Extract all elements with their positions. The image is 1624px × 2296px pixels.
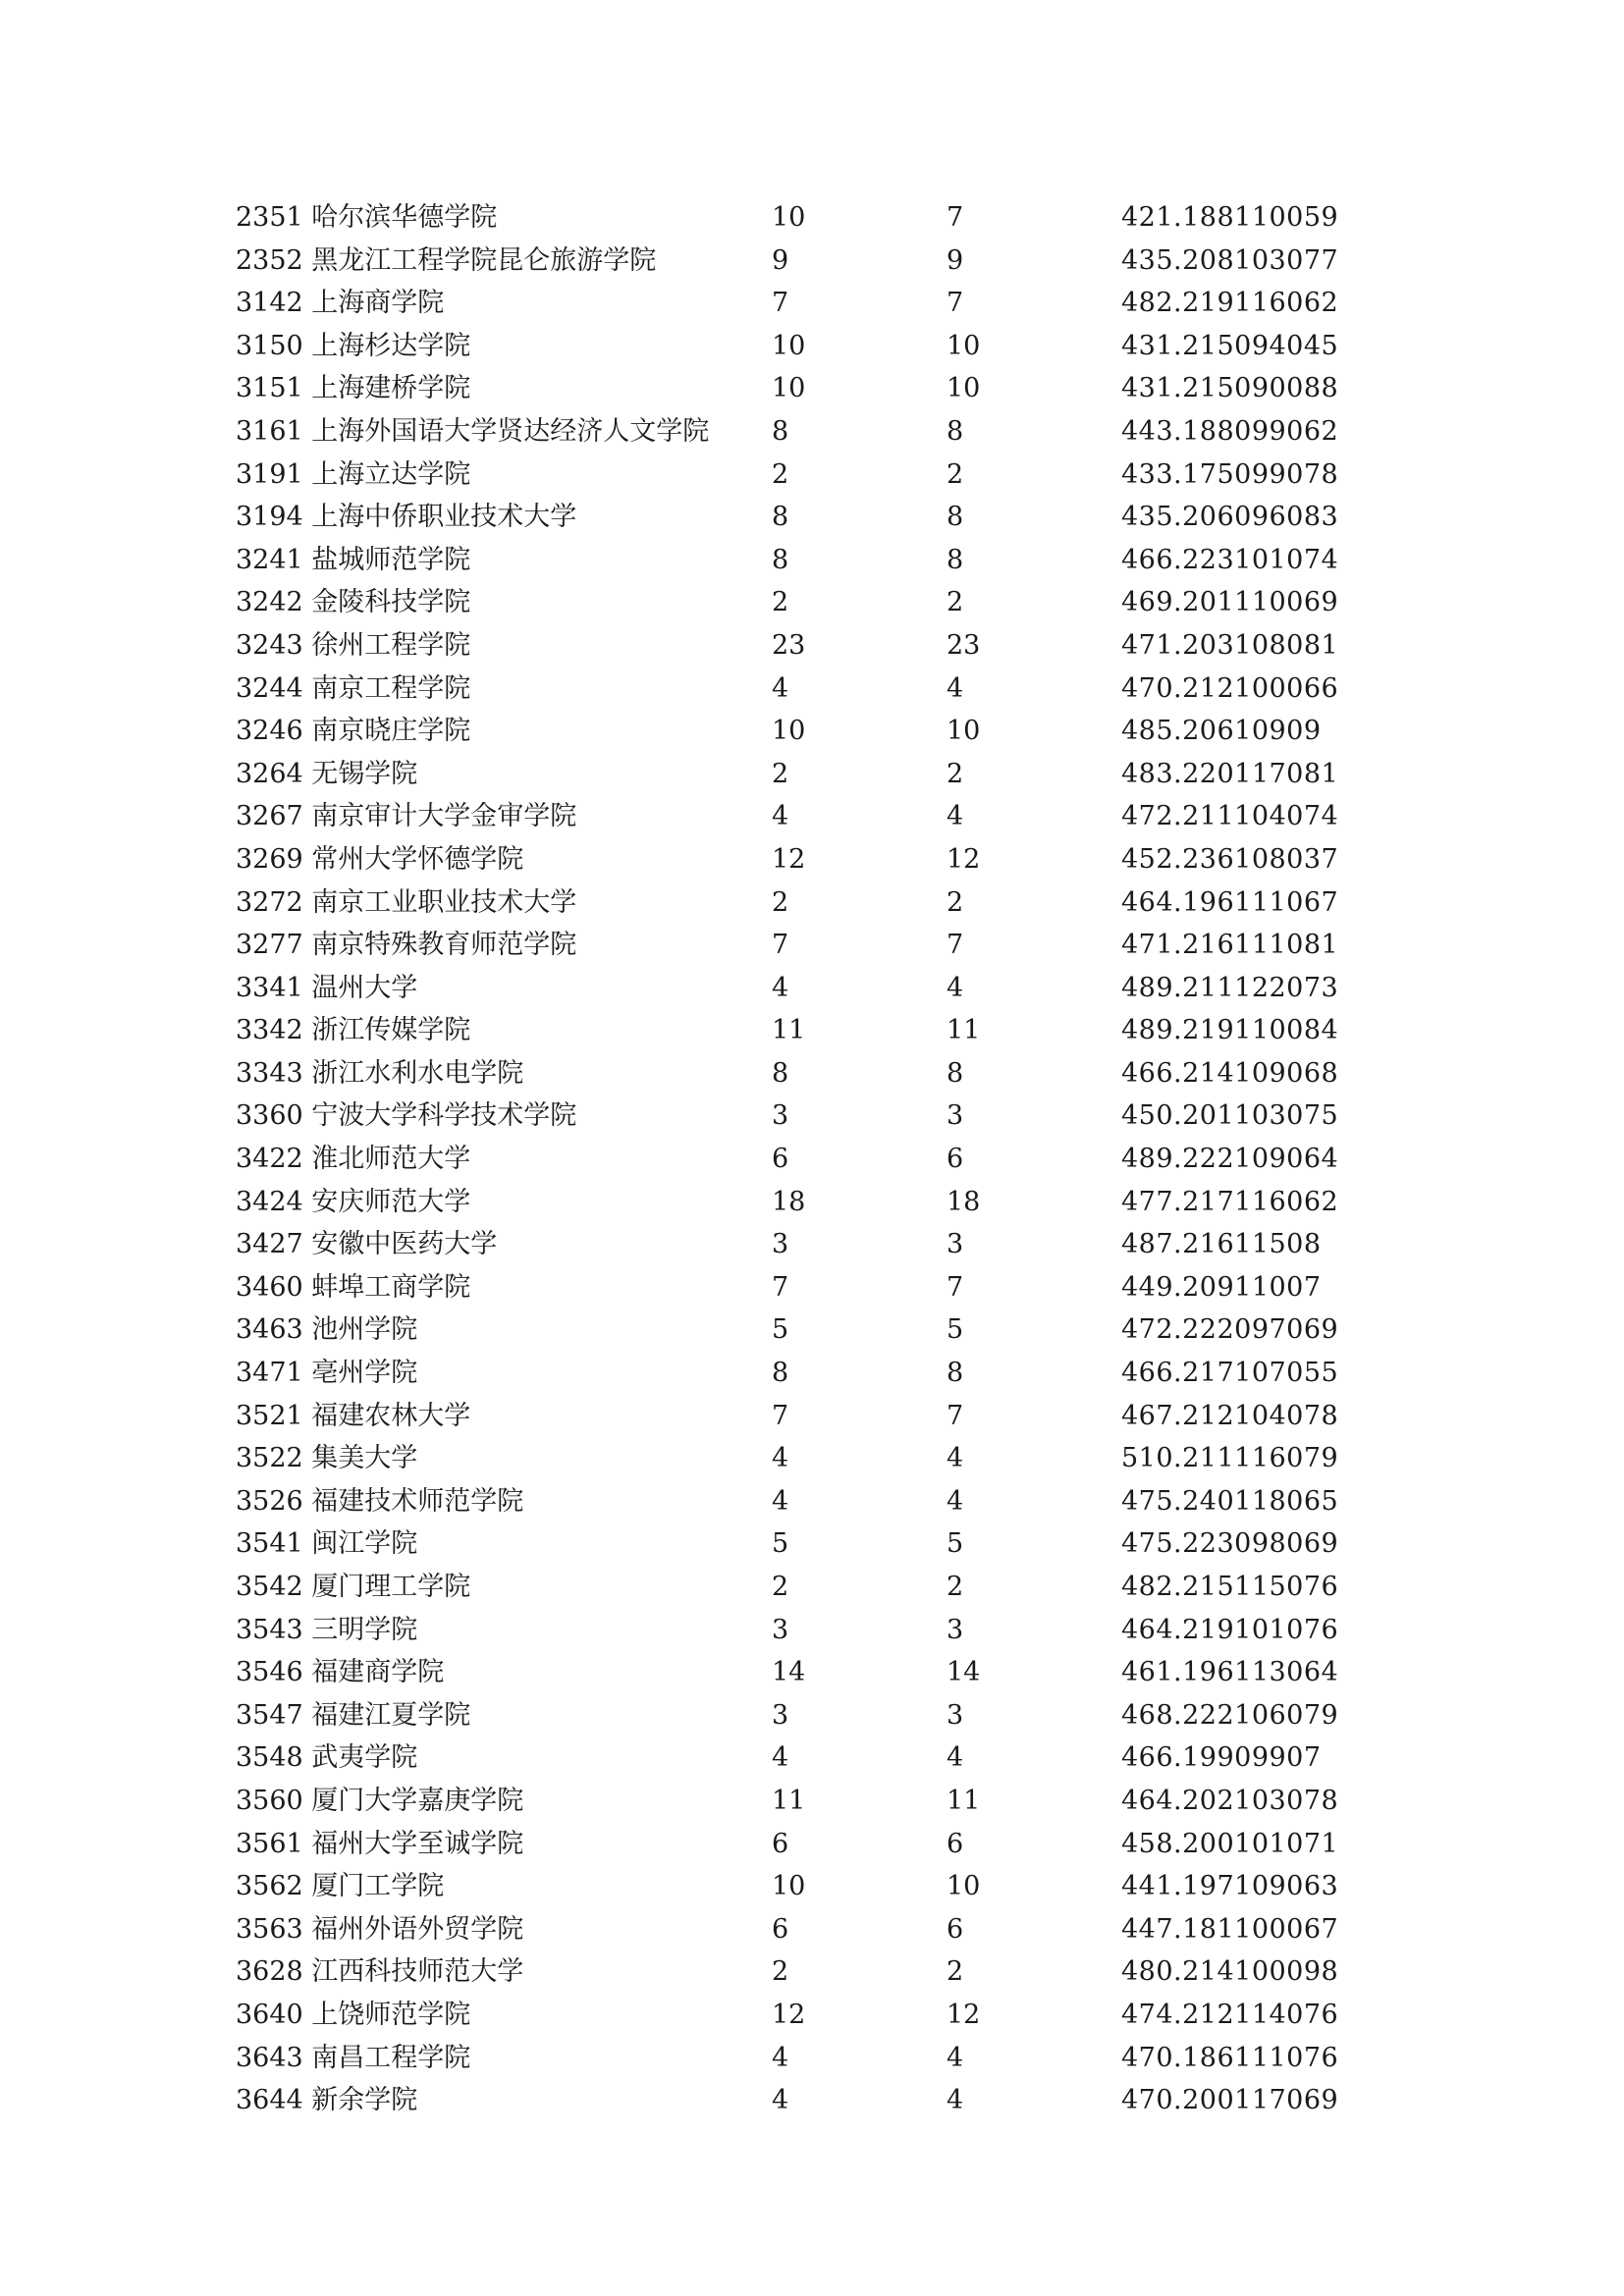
score-cell: 470.186111076 (1121, 2042, 1339, 2073)
admitted-count-cell: 18 (947, 1186, 981, 1217)
school-cell: 3463 池州学院 (236, 1314, 418, 1346)
admitted-count-cell: 2 (947, 587, 964, 618)
score-cell: 468.222106079 (1121, 1699, 1339, 1731)
school-cell: 3522 集美大学 (236, 1443, 418, 1474)
table-row (236, 1266, 1414, 1309)
table-row (236, 1950, 1414, 1994)
school-cell: 3150 上海杉达学院 (236, 330, 471, 361)
table-row (236, 881, 1414, 925)
school-cell: 3241 盐城师范学院 (236, 544, 471, 575)
admitted-count-cell: 2 (947, 886, 964, 918)
table-row (236, 924, 1414, 967)
school-cell: 3269 常州大学怀德学院 (236, 843, 524, 875)
admitted-count-cell: 12 (947, 843, 981, 875)
score-cell: 467.212104078 (1121, 1400, 1339, 1431)
school-cell: 3548 武夷学院 (236, 1742, 418, 1774)
table-row (236, 624, 1414, 667)
table-row (236, 1308, 1414, 1352)
score-cell: 482.219116062 (1121, 288, 1339, 319)
admitted-count-cell: 7 (947, 288, 964, 319)
score-cell: 435.206096083 (1121, 502, 1339, 533)
admitted-count-cell: 11 (947, 1015, 981, 1046)
admitted-count-cell: 14 (947, 1657, 981, 1688)
school-cell: 3563 福州外语外贸学院 (236, 1913, 524, 1945)
school-cell: 3341 温州大学 (236, 972, 418, 1003)
admitted-count-cell: 3 (947, 1699, 964, 1731)
score-cell: 472.211104074 (1121, 801, 1339, 832)
school-cell: 3521 福建农林大学 (236, 1400, 471, 1431)
plan-count-cell: 5 (772, 1528, 789, 1560)
admitted-count-cell: 9 (947, 244, 964, 276)
plan-count-cell: 10 (772, 373, 806, 404)
plan-count-cell: 8 (772, 1057, 789, 1089)
admitted-count-cell: 2 (947, 1572, 964, 1602)
school-cell: 3644 新余学院 (236, 2085, 418, 2116)
table-row (236, 1694, 1414, 1737)
admitted-count-cell: 10 (947, 373, 981, 404)
score-cell: 483.220117081 (1121, 758, 1339, 789)
plan-count-cell: 23 (772, 629, 806, 661)
admitted-count-cell: 8 (947, 1057, 964, 1089)
score-cell: 464.202103078 (1121, 1785, 1339, 1816)
score-cell: 466.214109068 (1121, 1057, 1339, 1089)
table-row (236, 325, 1414, 368)
plan-count-cell: 4 (772, 672, 789, 704)
table-row (236, 667, 1414, 711)
plan-count-cell: 14 (772, 1657, 806, 1688)
table-row (236, 753, 1414, 796)
admitted-count-cell: 5 (947, 1314, 964, 1346)
plan-count-cell: 3 (772, 1699, 789, 1731)
school-cell: 3543 三明学院 (236, 1614, 418, 1645)
admitted-count-cell: 4 (947, 801, 964, 832)
score-cell: 475.223098069 (1121, 1528, 1339, 1560)
admitted-count-cell: 8 (947, 544, 964, 575)
plan-count-cell: 10 (772, 330, 806, 361)
plan-count-cell: 4 (772, 1485, 789, 1517)
score-cell: 489.222109064 (1121, 1144, 1339, 1175)
score-cell: 472.222097069 (1121, 1314, 1339, 1346)
admitted-count-cell: 23 (947, 629, 981, 661)
plan-count-cell: 9 (772, 244, 789, 276)
score-cell: 466.223101074 (1121, 544, 1339, 575)
admitted-count-cell: 3 (947, 1100, 964, 1132)
score-cell: 471.203108081 (1121, 629, 1339, 661)
score-cell: 433.175099078 (1121, 458, 1339, 490)
admitted-count-cell: 8 (947, 415, 964, 447)
score-cell: 470.212100066 (1121, 672, 1339, 704)
plan-count-cell: 18 (772, 1186, 806, 1217)
score-cell: 489.219110084 (1121, 1015, 1339, 1046)
admitted-count-cell: 4 (947, 972, 964, 1003)
table-row (236, 1352, 1414, 1395)
score-cell: 458.200101071 (1121, 1828, 1339, 1859)
table-row (236, 1095, 1414, 1138)
table-row (236, 1994, 1414, 2037)
table-row (236, 1181, 1414, 1224)
admitted-count-cell: 4 (947, 1742, 964, 1774)
admission-table (236, 196, 1414, 2122)
score-cell: 447.181100067 (1121, 1913, 1339, 1945)
school-cell: 3342 浙江传媒学院 (236, 1015, 471, 1046)
table-row (236, 1736, 1414, 1780)
score-cell: 450.201103075 (1121, 1100, 1339, 1132)
school-cell: 2352 黑龙江工程学院昆仑旅游学院 (236, 244, 657, 276)
admitted-count-cell: 7 (947, 930, 964, 961)
school-cell: 3424 安庆师范大学 (236, 1186, 471, 1217)
plan-count-cell: 2 (772, 1572, 789, 1602)
score-cell: 480.214100098 (1121, 1956, 1339, 1988)
plan-count-cell: 4 (772, 972, 789, 1003)
admitted-count-cell: 8 (947, 502, 964, 533)
plan-count-cell: 2 (772, 1956, 789, 1988)
plan-count-cell: 6 (772, 1144, 789, 1175)
score-cell: 464.196111067 (1121, 886, 1339, 918)
table-row (236, 1480, 1414, 1523)
school-cell: 3547 福建江夏学院 (236, 1699, 471, 1731)
school-cell: 3244 南京工程学院 (236, 672, 471, 704)
table-row (236, 795, 1414, 838)
school-cell: 3526 福建技术师范学院 (236, 1485, 524, 1517)
table-row (236, 967, 1414, 1010)
school-cell: 3643 南昌工程学院 (236, 2042, 471, 2073)
score-cell: 475.240118065 (1121, 1485, 1339, 1517)
table-row (236, 1437, 1414, 1480)
admitted-count-cell: 3 (947, 1614, 964, 1645)
table-row (236, 454, 1414, 497)
table-row (236, 1223, 1414, 1266)
admitted-count-cell: 8 (947, 1358, 964, 1389)
score-cell: 461.196113064 (1121, 1657, 1339, 1688)
school-cell: 3142 上海商学院 (236, 288, 445, 319)
admitted-count-cell: 12 (947, 1999, 981, 2030)
table-row (236, 1823, 1414, 1866)
plan-count-cell: 7 (772, 288, 789, 319)
table-row (236, 196, 1414, 240)
plan-count-cell: 10 (772, 1871, 806, 1902)
score-cell: 469.201110069 (1121, 587, 1339, 618)
school-cell: 3427 安徽中医药大学 (236, 1229, 498, 1260)
plan-count-cell: 3 (772, 1229, 789, 1260)
score-cell: 471.216111081 (1121, 930, 1339, 961)
plan-count-cell: 8 (772, 1358, 789, 1389)
plan-count-cell: 7 (772, 1400, 789, 1431)
table-row (236, 410, 1414, 454)
plan-count-cell: 4 (772, 1443, 789, 1474)
score-cell: 485.20610909 (1121, 716, 1322, 747)
plan-count-cell: 4 (772, 2085, 789, 2116)
plan-count-cell: 10 (772, 202, 806, 233)
plan-count-cell: 5 (772, 1314, 789, 1346)
plan-count-cell: 7 (772, 1271, 789, 1303)
plan-count-cell: 10 (772, 716, 806, 747)
school-cell: 3542 厦门理工学院 (236, 1572, 471, 1602)
school-cell: 3560 厦门大学嘉庚学院 (236, 1785, 524, 1816)
score-cell: 470.200117069 (1121, 2085, 1339, 2116)
school-cell: 3246 南京晓庄学院 (236, 716, 471, 747)
school-cell: 3546 福建商学院 (236, 1657, 445, 1688)
school-cell: 3161 上海外国语大学贤达经济人文学院 (236, 415, 710, 447)
table-row (236, 2037, 1414, 2080)
school-cell: 3267 南京审计大学金审学院 (236, 801, 577, 832)
table-row (236, 1865, 1414, 1908)
admitted-count-cell: 4 (947, 2042, 964, 2073)
score-cell: 482.215115076 (1121, 1572, 1339, 1602)
table-row (236, 496, 1414, 539)
table-row (236, 1052, 1414, 1095)
plan-count-cell: 12 (772, 1999, 806, 2030)
plan-count-cell: 3 (772, 1614, 789, 1645)
admitted-count-cell: 6 (947, 1144, 964, 1175)
table-row (236, 367, 1414, 410)
admitted-count-cell: 3 (947, 1229, 964, 1260)
plan-count-cell: 2 (772, 758, 789, 789)
score-cell: 477.217116062 (1121, 1186, 1339, 1217)
school-cell: 3264 无锡学院 (236, 758, 418, 789)
admitted-count-cell: 7 (947, 1400, 964, 1431)
admitted-count-cell: 4 (947, 1443, 964, 1474)
score-cell: 466.19909907 (1121, 1742, 1322, 1774)
score-cell: 466.217107055 (1121, 1358, 1339, 1389)
score-cell: 487.21611508 (1121, 1229, 1322, 1260)
plan-count-cell: 4 (772, 2042, 789, 2073)
score-cell: 431.215094045 (1121, 330, 1339, 361)
school-cell: 3640 上饶师范学院 (236, 1999, 471, 2030)
school-cell: 2351 哈尔滨华德学院 (236, 202, 498, 233)
school-cell: 3460 蚌埠工商学院 (236, 1271, 471, 1303)
admitted-count-cell: 6 (947, 1913, 964, 1945)
plan-count-cell: 6 (772, 1913, 789, 1945)
admitted-count-cell: 4 (947, 672, 964, 704)
admitted-count-cell: 4 (947, 2085, 964, 2116)
plan-count-cell: 8 (772, 502, 789, 533)
table-row (236, 1522, 1414, 1566)
score-cell: 464.219101076 (1121, 1614, 1339, 1645)
score-cell: 452.236108037 (1121, 843, 1339, 875)
table-row (236, 1651, 1414, 1694)
plan-count-cell: 8 (772, 544, 789, 575)
table-row (236, 1566, 1414, 1609)
school-cell: 3471 亳州学院 (236, 1358, 418, 1389)
score-cell: 441.197109063 (1121, 1871, 1339, 1902)
admitted-count-cell: 2 (947, 758, 964, 789)
score-cell: 435.208103077 (1121, 244, 1339, 276)
school-cell: 3561 福州大学至诚学院 (236, 1828, 524, 1859)
admitted-count-cell: 5 (947, 1528, 964, 1560)
table-row (236, 1908, 1414, 1951)
school-cell: 3422 淮北师范大学 (236, 1144, 471, 1175)
score-cell: 489.211122073 (1121, 972, 1339, 1003)
plan-count-cell: 7 (772, 930, 789, 961)
admitted-count-cell: 10 (947, 716, 981, 747)
school-cell: 3343 浙江水利水电学院 (236, 1057, 524, 1089)
admitted-count-cell: 4 (947, 1485, 964, 1517)
plan-count-cell: 2 (772, 587, 789, 618)
plan-count-cell: 3 (772, 1100, 789, 1132)
school-cell: 3272 南京工业职业技术大学 (236, 886, 577, 918)
table-row (236, 838, 1414, 881)
school-cell: 3191 上海立达学院 (236, 458, 471, 490)
admitted-count-cell: 10 (947, 1871, 981, 1902)
table-row (236, 1609, 1414, 1652)
score-cell: 421.188110059 (1121, 202, 1339, 233)
plan-count-cell: 4 (772, 1742, 789, 1774)
table-row (236, 240, 1414, 283)
school-cell: 3562 厦门工学院 (236, 1871, 445, 1902)
plan-count-cell: 8 (772, 415, 789, 447)
score-cell: 510.211116079 (1121, 1443, 1339, 1474)
plan-count-cell: 2 (772, 458, 789, 490)
admitted-count-cell: 11 (947, 1785, 981, 1816)
school-cell: 3242 金陵科技学院 (236, 587, 471, 618)
table-row (236, 1395, 1414, 1438)
school-cell: 3541 闽江学院 (236, 1528, 418, 1560)
admitted-count-cell: 6 (947, 1828, 964, 1859)
table-row (236, 581, 1414, 624)
score-cell: 449.20911007 (1121, 1271, 1322, 1303)
plan-count-cell: 4 (772, 801, 789, 832)
school-cell: 3360 宁波大学科学技术学院 (236, 1100, 577, 1132)
school-cell: 3628 江西科技师范大学 (236, 1956, 524, 1988)
table-row (236, 1780, 1414, 1823)
admitted-count-cell: 7 (947, 1271, 964, 1303)
table-row (236, 710, 1414, 753)
school-cell: 3243 徐州工程学院 (236, 629, 471, 661)
admitted-count-cell: 10 (947, 330, 981, 361)
admitted-count-cell: 2 (947, 1956, 964, 1988)
score-cell: 431.215090088 (1121, 373, 1339, 404)
plan-count-cell: 6 (772, 1828, 789, 1859)
table-row (236, 1138, 1414, 1181)
plan-count-cell: 2 (772, 886, 789, 918)
school-cell: 3194 上海中侨职业技术大学 (236, 502, 577, 533)
school-cell: 3277 南京特殊教育师范学院 (236, 930, 577, 961)
table-row (236, 282, 1414, 325)
plan-count-cell: 11 (772, 1015, 806, 1046)
score-cell: 443.188099062 (1121, 415, 1339, 447)
admitted-count-cell: 7 (947, 202, 964, 233)
admitted-count-cell: 2 (947, 458, 964, 490)
plan-count-cell: 12 (772, 843, 806, 875)
table-row (236, 2079, 1414, 2122)
plan-count-cell: 11 (772, 1785, 806, 1816)
score-cell: 474.212114076 (1121, 1999, 1339, 2030)
table-row (236, 1009, 1414, 1052)
school-cell: 3151 上海建桥学院 (236, 373, 471, 404)
table-row (236, 539, 1414, 582)
